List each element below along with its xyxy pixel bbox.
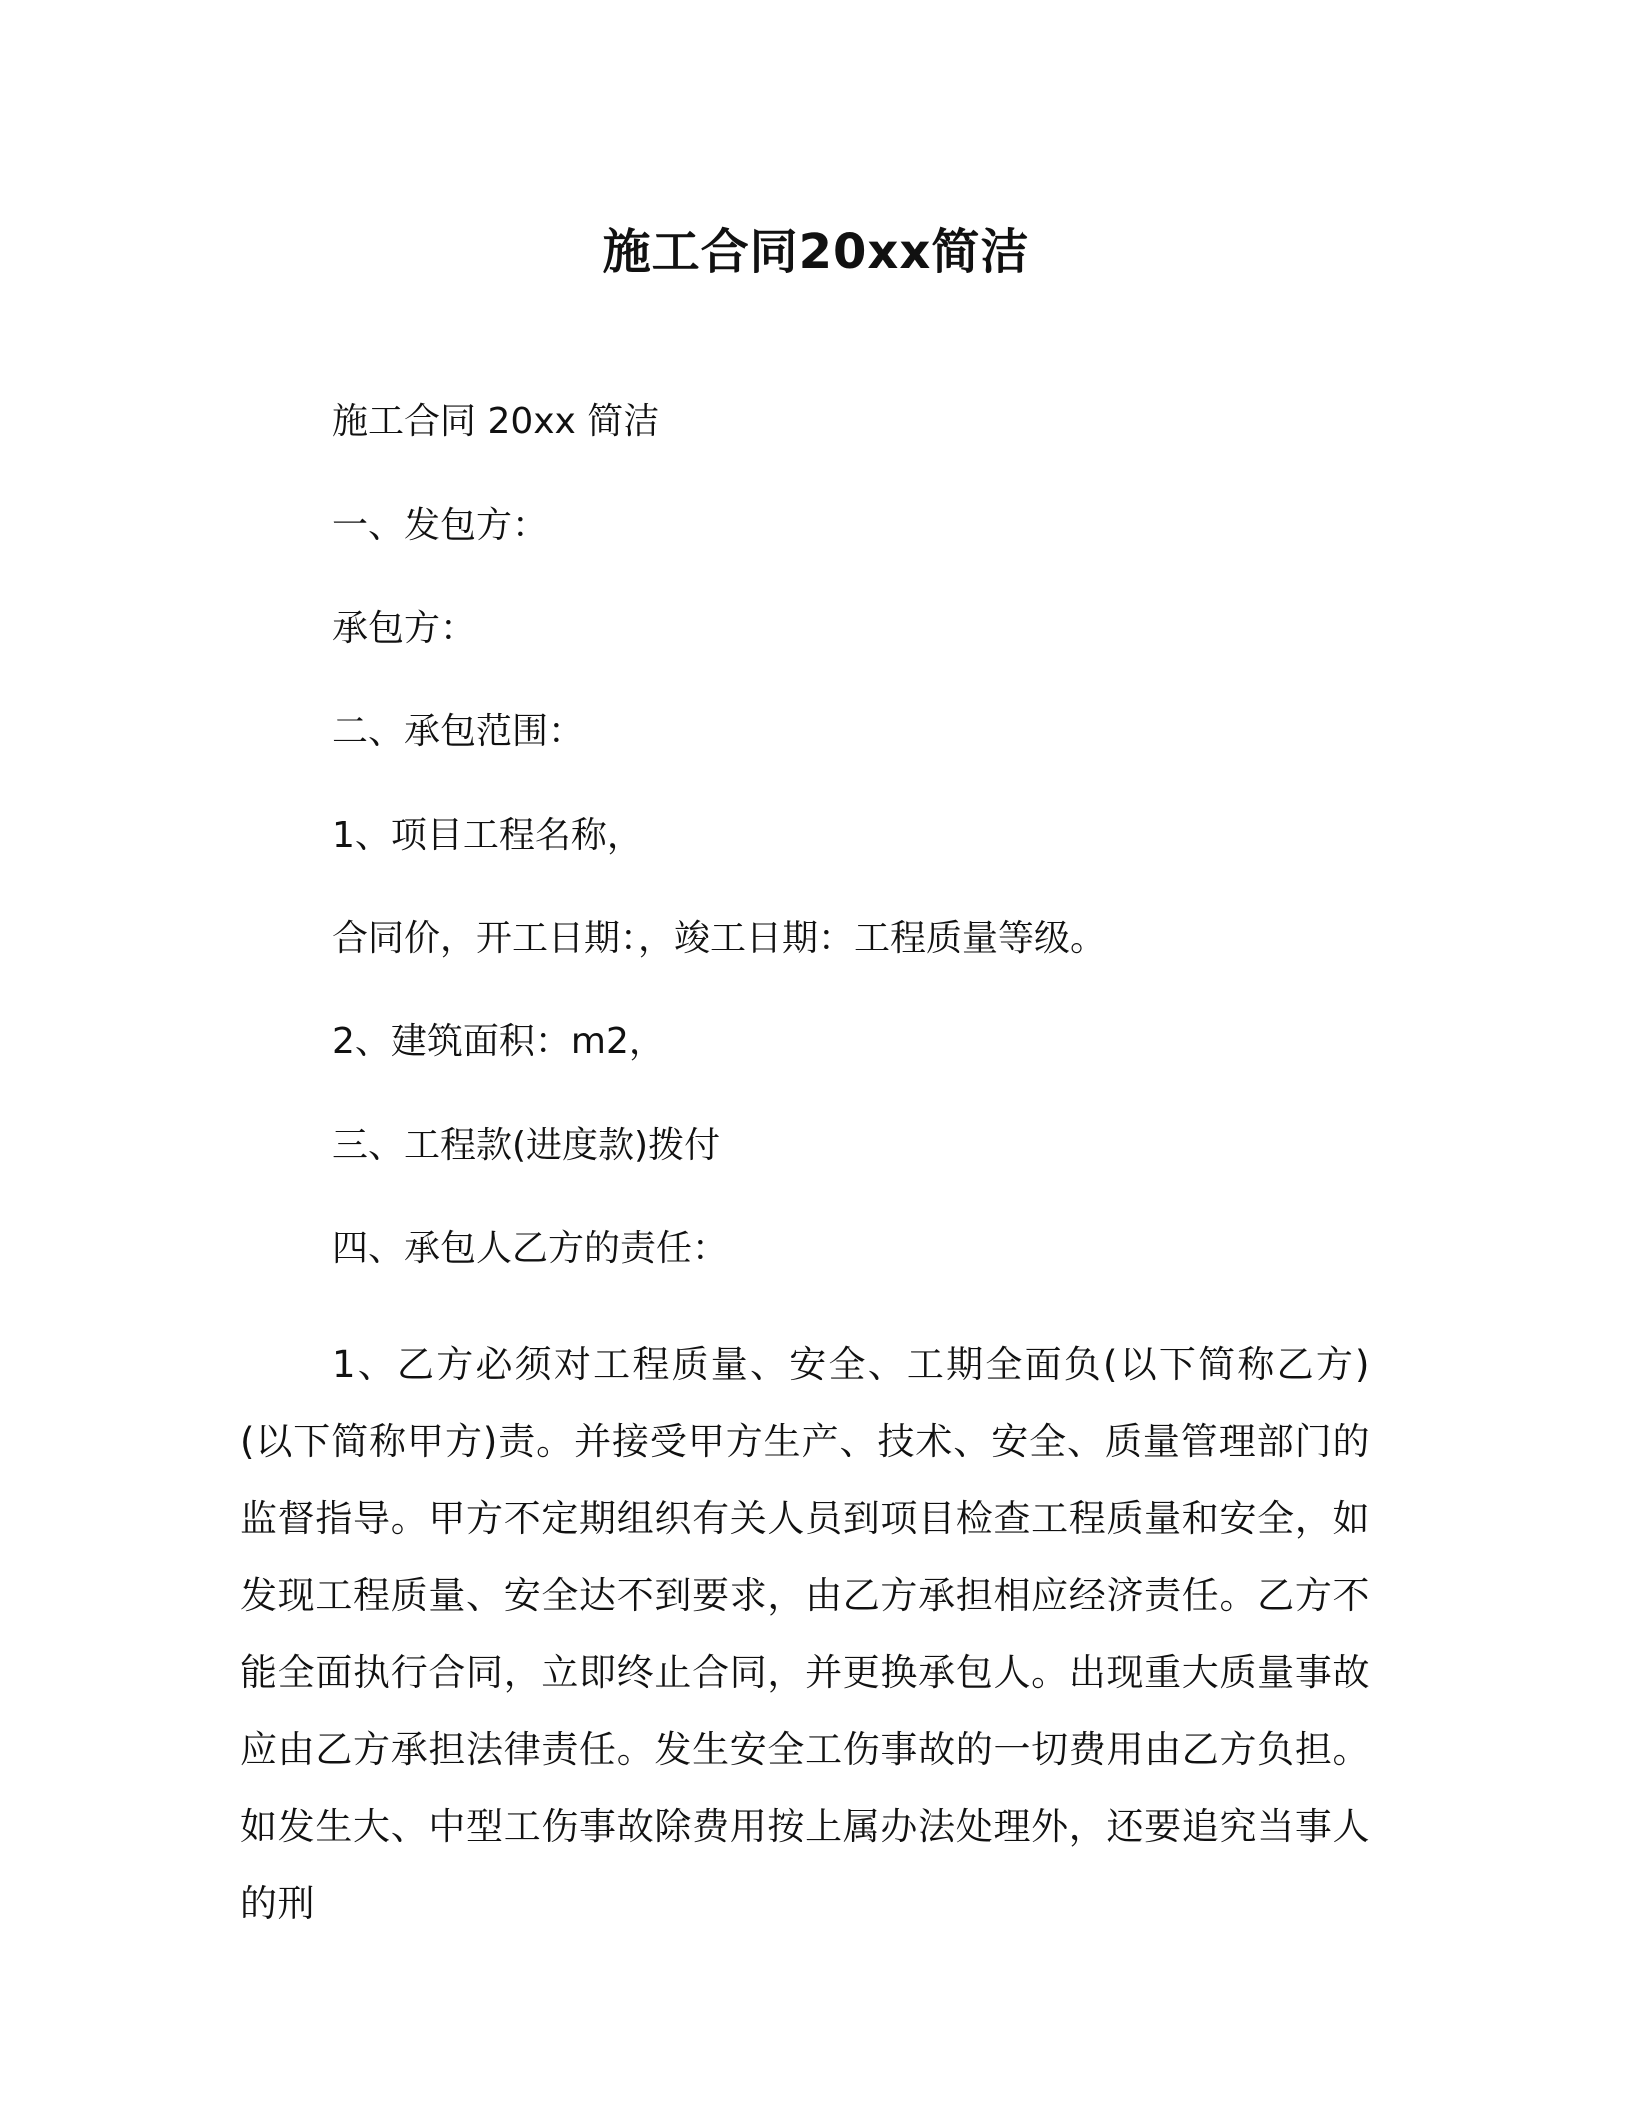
contract-price-line: 合同价，开工日期：，竣工日期：工程质量等级。 xyxy=(332,918,1107,959)
subtitle-line: 施工合同 20xx 简洁 xyxy=(332,401,660,442)
section-2-scope: 二、承包范围： xyxy=(332,711,585,752)
document-title: 施工合同20xx简洁 xyxy=(602,224,1030,280)
section-1-employer: 一、发包方： xyxy=(332,505,549,546)
project-name-line: 1、项目工程名称， xyxy=(332,815,643,856)
section-4-responsibility: 四、承包人乙方的责任： xyxy=(332,1228,729,1269)
responsibility-paragraph-1: 1、乙方必须对工程质量、安全、工期全面负(以下简称乙方)(以下简称甲方)责。并接受甲方生产、技术、安全、质量管理部门的监督指导。甲方不定期组织有关人员到项目检查工程质量和安全，如发现工程质量、安全达不到要求，由乙方承担相应经济责任。乙方不能全面执行合同，立即终止合同，并更换承包人。出现重大质量事故应由乙方承担法律责任。发生安全工伤事故的一切费用由乙方负担。如发生大、中型工伤事故除费用按上属办法处理外，还要追究当事人的刑 xyxy=(240,1343,1370,1925)
building-area-line: 2、建筑面积：m2， xyxy=(332,1021,665,1062)
section-3-payment: 三、工程款(进度款)拨付 xyxy=(332,1125,721,1166)
contractor-line: 承包方： xyxy=(332,608,477,649)
